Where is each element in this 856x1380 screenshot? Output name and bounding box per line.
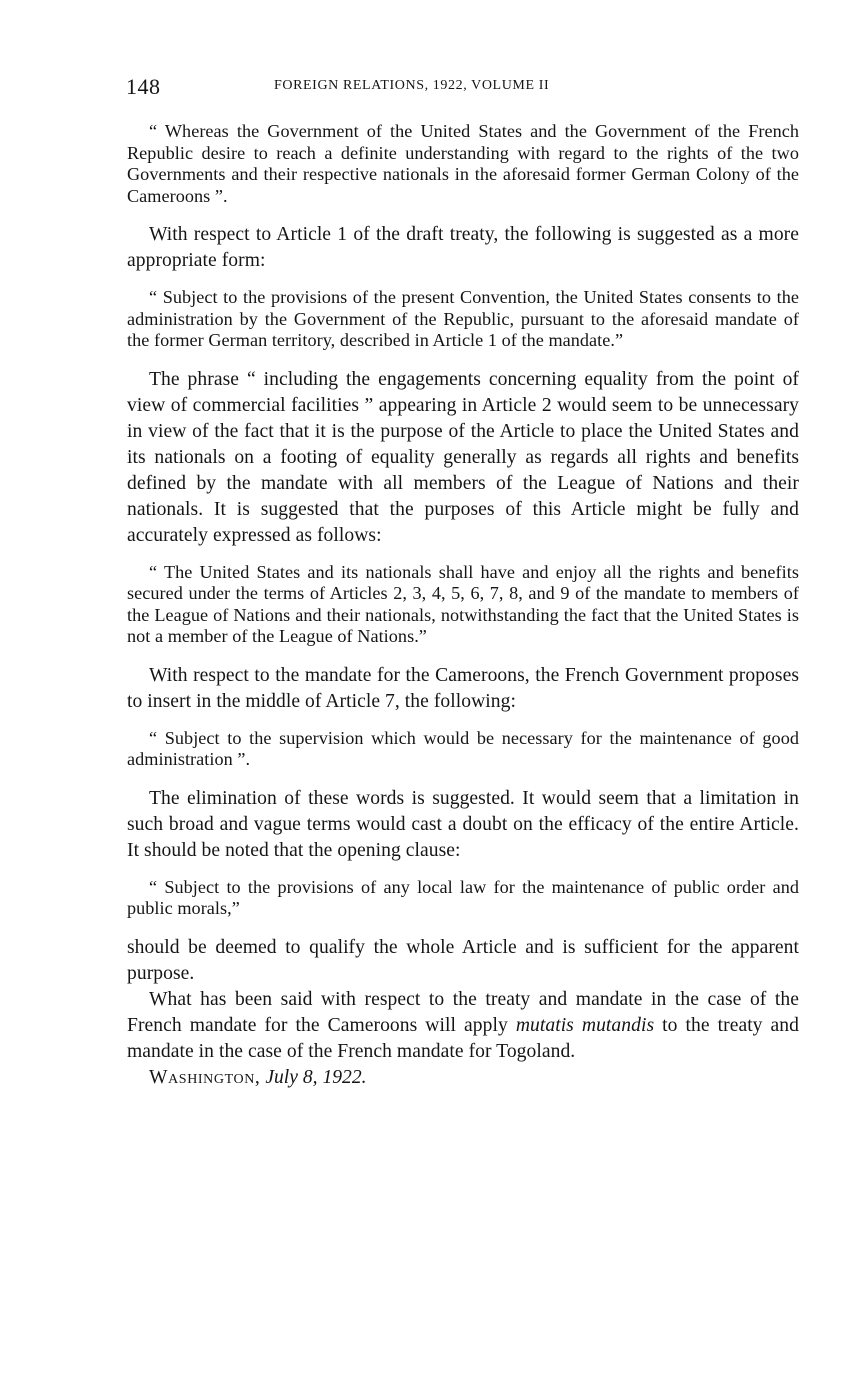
signature-place: Washington,	[149, 1066, 261, 1088]
paragraph-article-2: The phrase “ including the engagements concerning equality from the point of view of commercial facilities ” appearing in Article 2 would seem to be unnecessary in view of the fact that it is the purpose of the Article to place the United States and its nationals on a footing of equality generally as regards all rights and benefits defined by the mandate with all members of the League of Nations and their nationals. It is suggested that the purposes of this Article might be fully and accurately expressed as follows:	[127, 368, 799, 546]
signature-line	[127, 1065, 799, 1091]
togoland-text-before: What has been said with respect to the treaty and mandate in the case of the French mandate for the Cameroons will apply	[127, 988, 799, 1036]
quoted-supervision-clause: “ Subject to the supervision which would be necessary for the maintenance of good administration ”.	[127, 727, 799, 769]
mutatis-mutandis-phrase: mutatis mutandis	[515, 1014, 655, 1036]
paragraph-elimination: The elimination of these words is suggested. It would seem that a limitation in such broad and vague terms would cast a doubt on the efficacy of the entire Article. It should be noted that the opening clause:	[127, 787, 799, 861]
paragraph-article-1: With respect to Article 1 of the draft treaty, the following is suggested as a more appropriate form:	[127, 224, 799, 271]
quoted-article-1-text: “ Subject to the provisions of the present Convention, the United States consents to the administration by the Government of the Republic, pursuant to the aforesaid mandate of the former German territory, described in Article 1 of the mandate.”	[127, 287, 799, 350]
page-header	[126, 74, 798, 102]
quoted-article-2-text: “ The United States and its nationals shall have and enjoy all the rights and benefits secured under the terms of Articles 2, 3, 4, 5, 6, 7, 8, and 9 of the mandate to members of the League of Nations and their nationals, notwithstanding the fact that the United States is not a member of the League of Nations.”	[127, 561, 799, 646]
document-body	[127, 121, 799, 1091]
paragraph-mandate-cameroons: With respect to the mandate for the Cameroons, the French Government proposes to insert in the middle of Article 7, the following:	[127, 664, 799, 712]
page-number: 148	[126, 74, 161, 99]
running-head: FOREIGN RELATIONS, 1922, VOLUME II	[274, 78, 550, 93]
quoted-preamble: “ Whereas the Government of the United States and the Government of the French Republic desire to reach a definite understanding with regard to the rights of the two Governments and their respective nationals in the aforesaid former German Colony of the Cameroons ”.	[127, 121, 799, 206]
togoland-text-after: to the treaty and mandate in the case of the French mandate for Togoland.	[127, 1014, 799, 1062]
paragraph-qualify: should be deemed to qualify the whole Article and is sufficient for the apparent purpose.	[127, 936, 799, 984]
signature-date: July 8, 1922.	[265, 1066, 367, 1088]
paragraph-togoland	[127, 987, 799, 1065]
quoted-opening-clause: “ Subject to the provisions of any local law for the maintenance of public order and public morals,”	[127, 876, 799, 918]
